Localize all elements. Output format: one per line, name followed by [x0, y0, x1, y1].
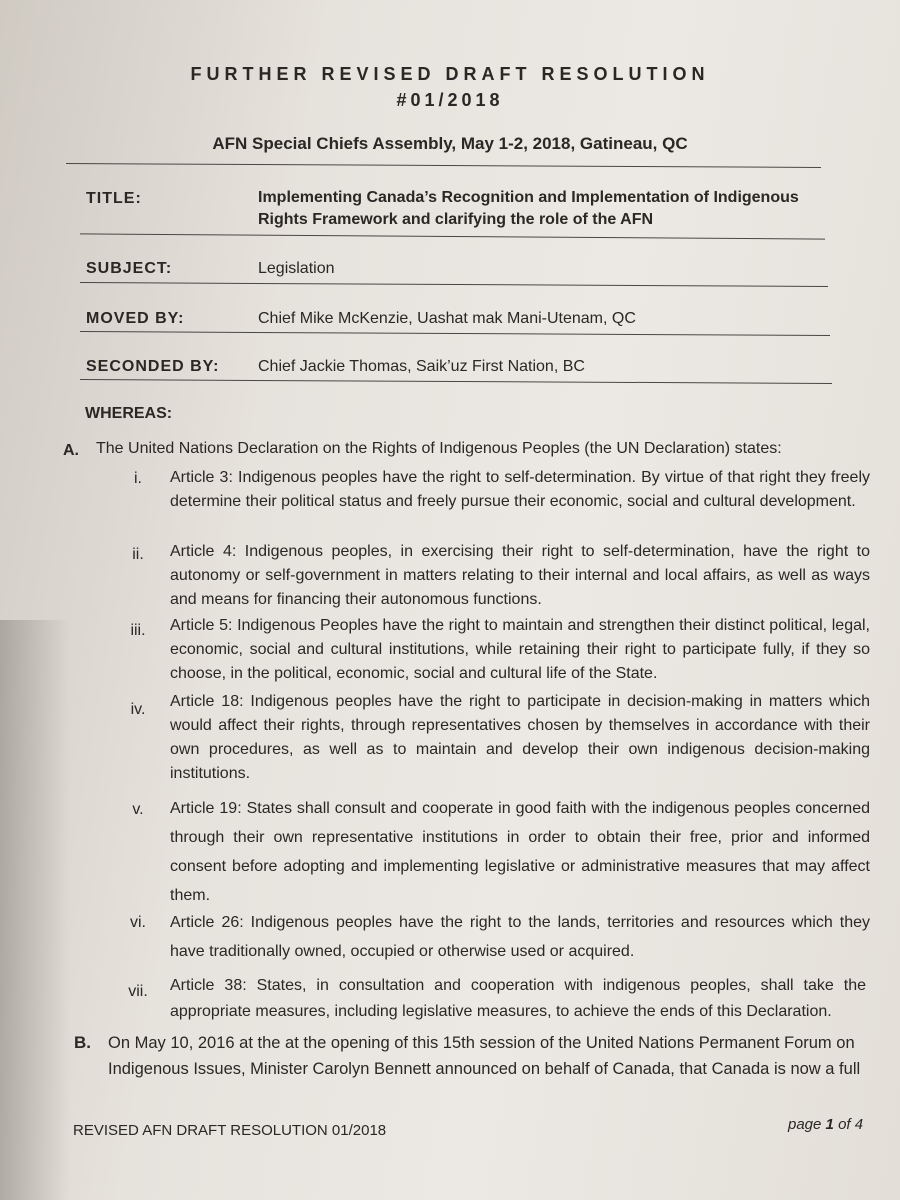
article-text: Article 18: Indigenous peoples have the right to participate in decision-making in matters which would affect their rights, through representatives chosen by themselves in accordance with their own procedures, as well as to maintain and develop their own indigenous decision-making institutions. [170, 693, 870, 782]
article-text: Article 26: Indigenous peoples have the right to the lands, territories and resources which they have traditionally owned, occupied or otherwise used or acquired. [170, 914, 870, 960]
page-number: 1 [825, 1116, 834, 1133]
article-number: i. [134, 470, 142, 487]
divider [80, 379, 832, 384]
title-value-line1: Implementing Canada’s Recognition and Implementation of Indigenous [258, 189, 799, 206]
subject-label: SUBJECT: [86, 260, 173, 277]
title-value-line2: Rights Framework and clarifying the role of the AFN [258, 211, 654, 228]
clause-a-text: The United Nations Declaration on the Rights of Indigenous Peoples (the UN Declaration) states: [96, 440, 782, 457]
moved-by-value: Chief Mike McKenzie, Uashat mak Mani-Utenam, QC [258, 310, 636, 327]
seconded-by-value: Chief Jackie Thomas, Saik’uz First Nation, BC [258, 358, 585, 375]
divider [80, 233, 825, 239]
title-label: TITLE: [86, 190, 142, 207]
title-value [258, 187, 818, 231]
whereas-heading: WHEREAS: [85, 405, 173, 422]
article-number: vii. [128, 983, 148, 1000]
page-indicator [788, 1116, 863, 1133]
article-number: iii. [130, 622, 146, 639]
assembly-subtitle: AFN Special Chiefs Assembly, May 1-2, 2018, Gatineau, QC [212, 134, 688, 153]
resolution-title: FURTHER REVISED DRAFT RESOLUTION [190, 64, 710, 84]
article-text: Article 4: Indigenous peoples, in exercising their right to self-determination, have the right to autonomy or self-government in matters relating to their internal and local affairs, as well as ways and means for financing their autonomous functions. [170, 543, 870, 608]
page-total: of 4 [838, 1116, 864, 1133]
divider [80, 282, 828, 287]
article-text: Article 5: Indigenous Peoples have the right to maintain and strengthen their distinct political, legal, economic, social and cultural institutions, while retaining their right to participate fully, if they so choose, in the political, economic, social and cultural life of the State. [170, 617, 870, 682]
seconded-by-label: SECONDED BY: [86, 358, 220, 375]
article-number: vi. [130, 914, 146, 931]
article-text: Article 38: States, in consultation and cooperation with indigenous peoples, shall take the appropriate measures, including legislative measures, to achieve the ends of this Declaration. [170, 977, 866, 1020]
footer-document-name: REVISED AFN DRAFT RESOLUTION 01/2018 [73, 1122, 387, 1139]
subject-value: Legislation [258, 260, 335, 277]
article-text: Article 3: Indigenous peoples have the right to self-determination. By virtue of that right they freely determine their political status and freely pursue their economic, social and cultural development. [170, 469, 870, 510]
divider [66, 163, 821, 168]
clause-b-text: On May 10, 2016 at the at the opening of this 15th session of the United Nations Permanent Forum on Indigenous Issues, Minister Carolyn Bennett announced on behalf of Canada, that Canada is now a full [108, 1034, 861, 1078]
article-text: Article 19: States shall consult and cooperate in good faith with the indigenous peoples concerned through their own representative institutions in order to obtain their free, prior and informed consent before adopting and implementing legislative or administrative measures that may affect them. [170, 800, 870, 904]
resolution-number: #01/2018 [396, 90, 504, 110]
clause-b-marker: B. [74, 1033, 91, 1052]
photo-shadow [0, 620, 70, 1200]
article-number: iv. [130, 701, 146, 718]
moved-by-label: MOVED BY: [86, 310, 185, 327]
page-word: page [788, 1116, 822, 1133]
article-number: v. [132, 801, 144, 818]
article-number: ii. [132, 546, 144, 563]
clause-a-marker: A. [63, 442, 79, 459]
divider [80, 331, 830, 336]
